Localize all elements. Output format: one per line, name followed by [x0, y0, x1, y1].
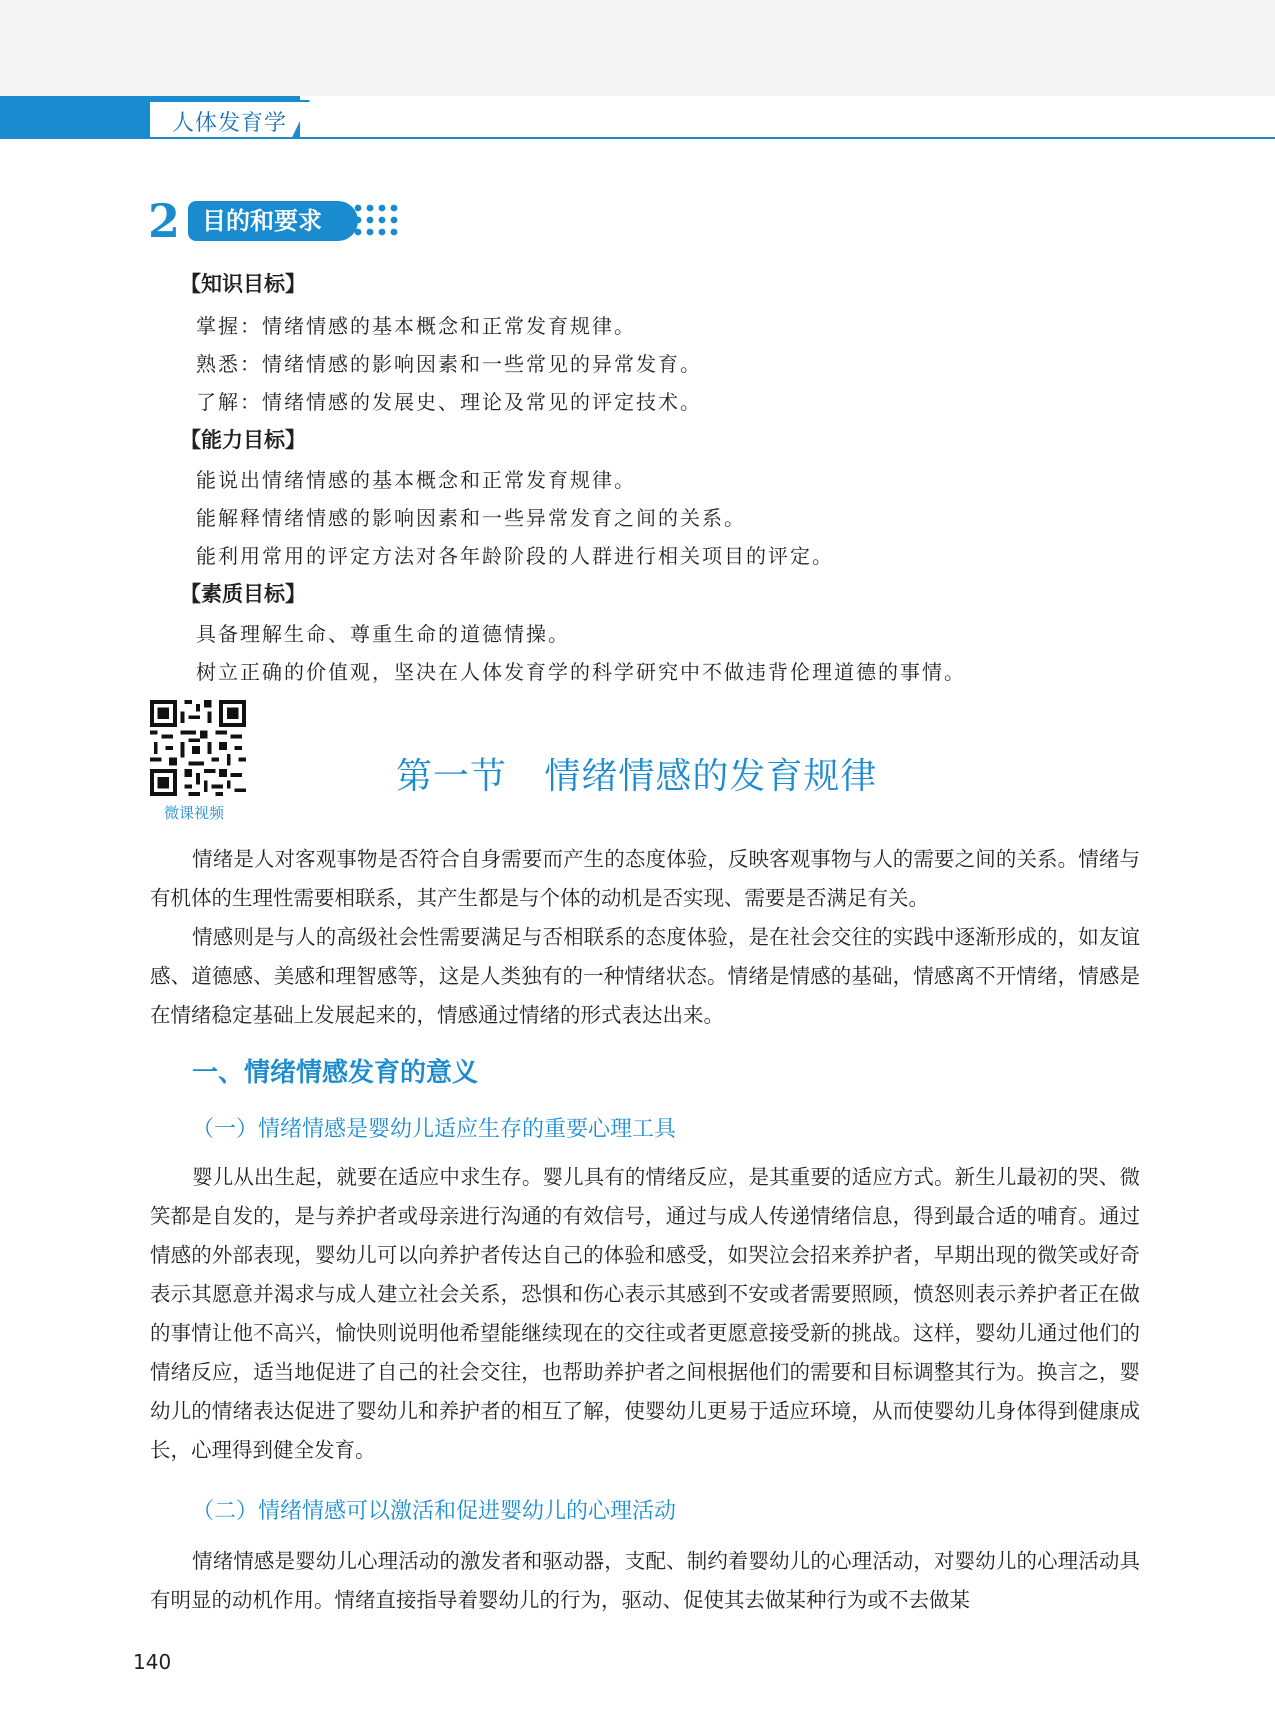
section-number: 2 — [148, 194, 181, 248]
qr-caption: 微课视频 — [164, 804, 225, 822]
header-band — [0, 0, 1275, 96]
objective-item: 树立正确的价值观，坚决在人体发育学的科学研究中不做违背伦理道德的事情。 — [196, 660, 966, 684]
book-title: 人体发育学 — [172, 111, 288, 136]
body-paragraph-2: 情绪情感是婴幼儿心理活动的激发者和驱动器，支配、制约着婴幼儿的心理活动，对婴幼儿的心理活动具有明显的动机作用。情绪直接指导着婴幼儿的行为，驱动、促使其去做某种行为或不去做某 — [150, 1549, 1140, 1612]
intro-paragraph-2: 情感则是与人的高级社会性需要满足与否相联系的态度体验，是在社会交往的实践中逐渐形成的，如友谊感、道德感、美感和理智感等，这是人类独有的一种情绪状态。情绪是情感的基础，情感离不开情绪，情感是在情绪稳定基础上发展起来的，情感通过情绪的形式表达出来。 — [150, 925, 1140, 1027]
chapter-title: 第一节 情绪情感的发育规律 — [396, 756, 878, 797]
heading-level-1: 一、情绪情感发育的意义 — [192, 1058, 479, 1088]
objective-heading-ability: 【能力目标】 — [180, 428, 306, 452]
subheading-1: （一）情绪情感是婴幼儿适应生存的重要心理工具 — [192, 1117, 677, 1142]
qr-code-icon[interactable] — [150, 700, 246, 796]
objective-item: 能解释情绪情感的影响因素和一些异常发育之间的关系。 — [196, 506, 746, 530]
body-paragraph-1: 婴儿从出生起，就要在适应中求生存。婴儿具有的情绪反应，是其重要的适应方式。新生儿最初的哭、微笑都是自发的，是与养护者或母亲进行沟通的有效信号，通过与成人传递情绪信息，得到最合适的哺育。通过情感的外部表现，婴幼儿可以向养护者传达自己的体验和感受，如哭泣会招来养护者，早期出现的微笑或好奇表示其愿意并渴求与成人建立社会关系，恐惧和伤心表示其感到不安或者需要照顾，愤怒则表示养护者正在做的事情让他不高兴，愉快则说明他希望能继续现在的交往或者更愿意接受新的挑战。这样，婴幼儿通过他们的情绪反应，适当地促进了自己的社会交往，也帮助养护者之间根据他们的需要和目标调整其行为。换言之，婴幼儿的情绪表达促进了婴幼儿和养护者的相互了解，使婴幼儿更易于适应环境，从而使婴幼儿身体得到健康成长，心理得到健全发育。 — [150, 1165, 1140, 1462]
objective-item: 具备理解生命、尊重生命的道德情操。 — [196, 622, 570, 646]
subheading-2: （二）情绪情感可以激活和促进婴幼儿的心理活动 — [192, 1499, 677, 1524]
section-title: 目的和要求 — [188, 201, 358, 241]
objective-item: 能利用常用的评定方法对各年龄阶段的人群进行相关项目的评定。 — [196, 544, 834, 568]
objective-item: 掌握：情绪情感的基本概念和正常发育规律。 — [196, 314, 636, 338]
objective-item: 了解：情绪情感的发展史、理论及常见的评定技术。 — [196, 390, 702, 414]
objective-heading-knowledge: 【知识目标】 — [180, 272, 306, 296]
objective-item: 能说出情绪情感的基本概念和正常发育规律。 — [196, 468, 636, 492]
objective-item: 熟悉：情绪情感的影响因素和一些常见的异常发育。 — [196, 352, 702, 376]
intro-paragraph-1: 情绪是人对客观事物是否符合自身需要而产生的态度体验，反映客观事物与人的需要之间的关系。情绪与有机体的生理性需要相联系，其产生都是与个体的动机是否实现、需要是否满足有关。 — [150, 847, 1140, 910]
objective-heading-quality: 【素质目标】 — [180, 582, 306, 606]
decorative-dots-icon — [352, 202, 400, 242]
page-number: 140 — [133, 1650, 172, 1674]
header-rule — [0, 137, 1275, 139]
